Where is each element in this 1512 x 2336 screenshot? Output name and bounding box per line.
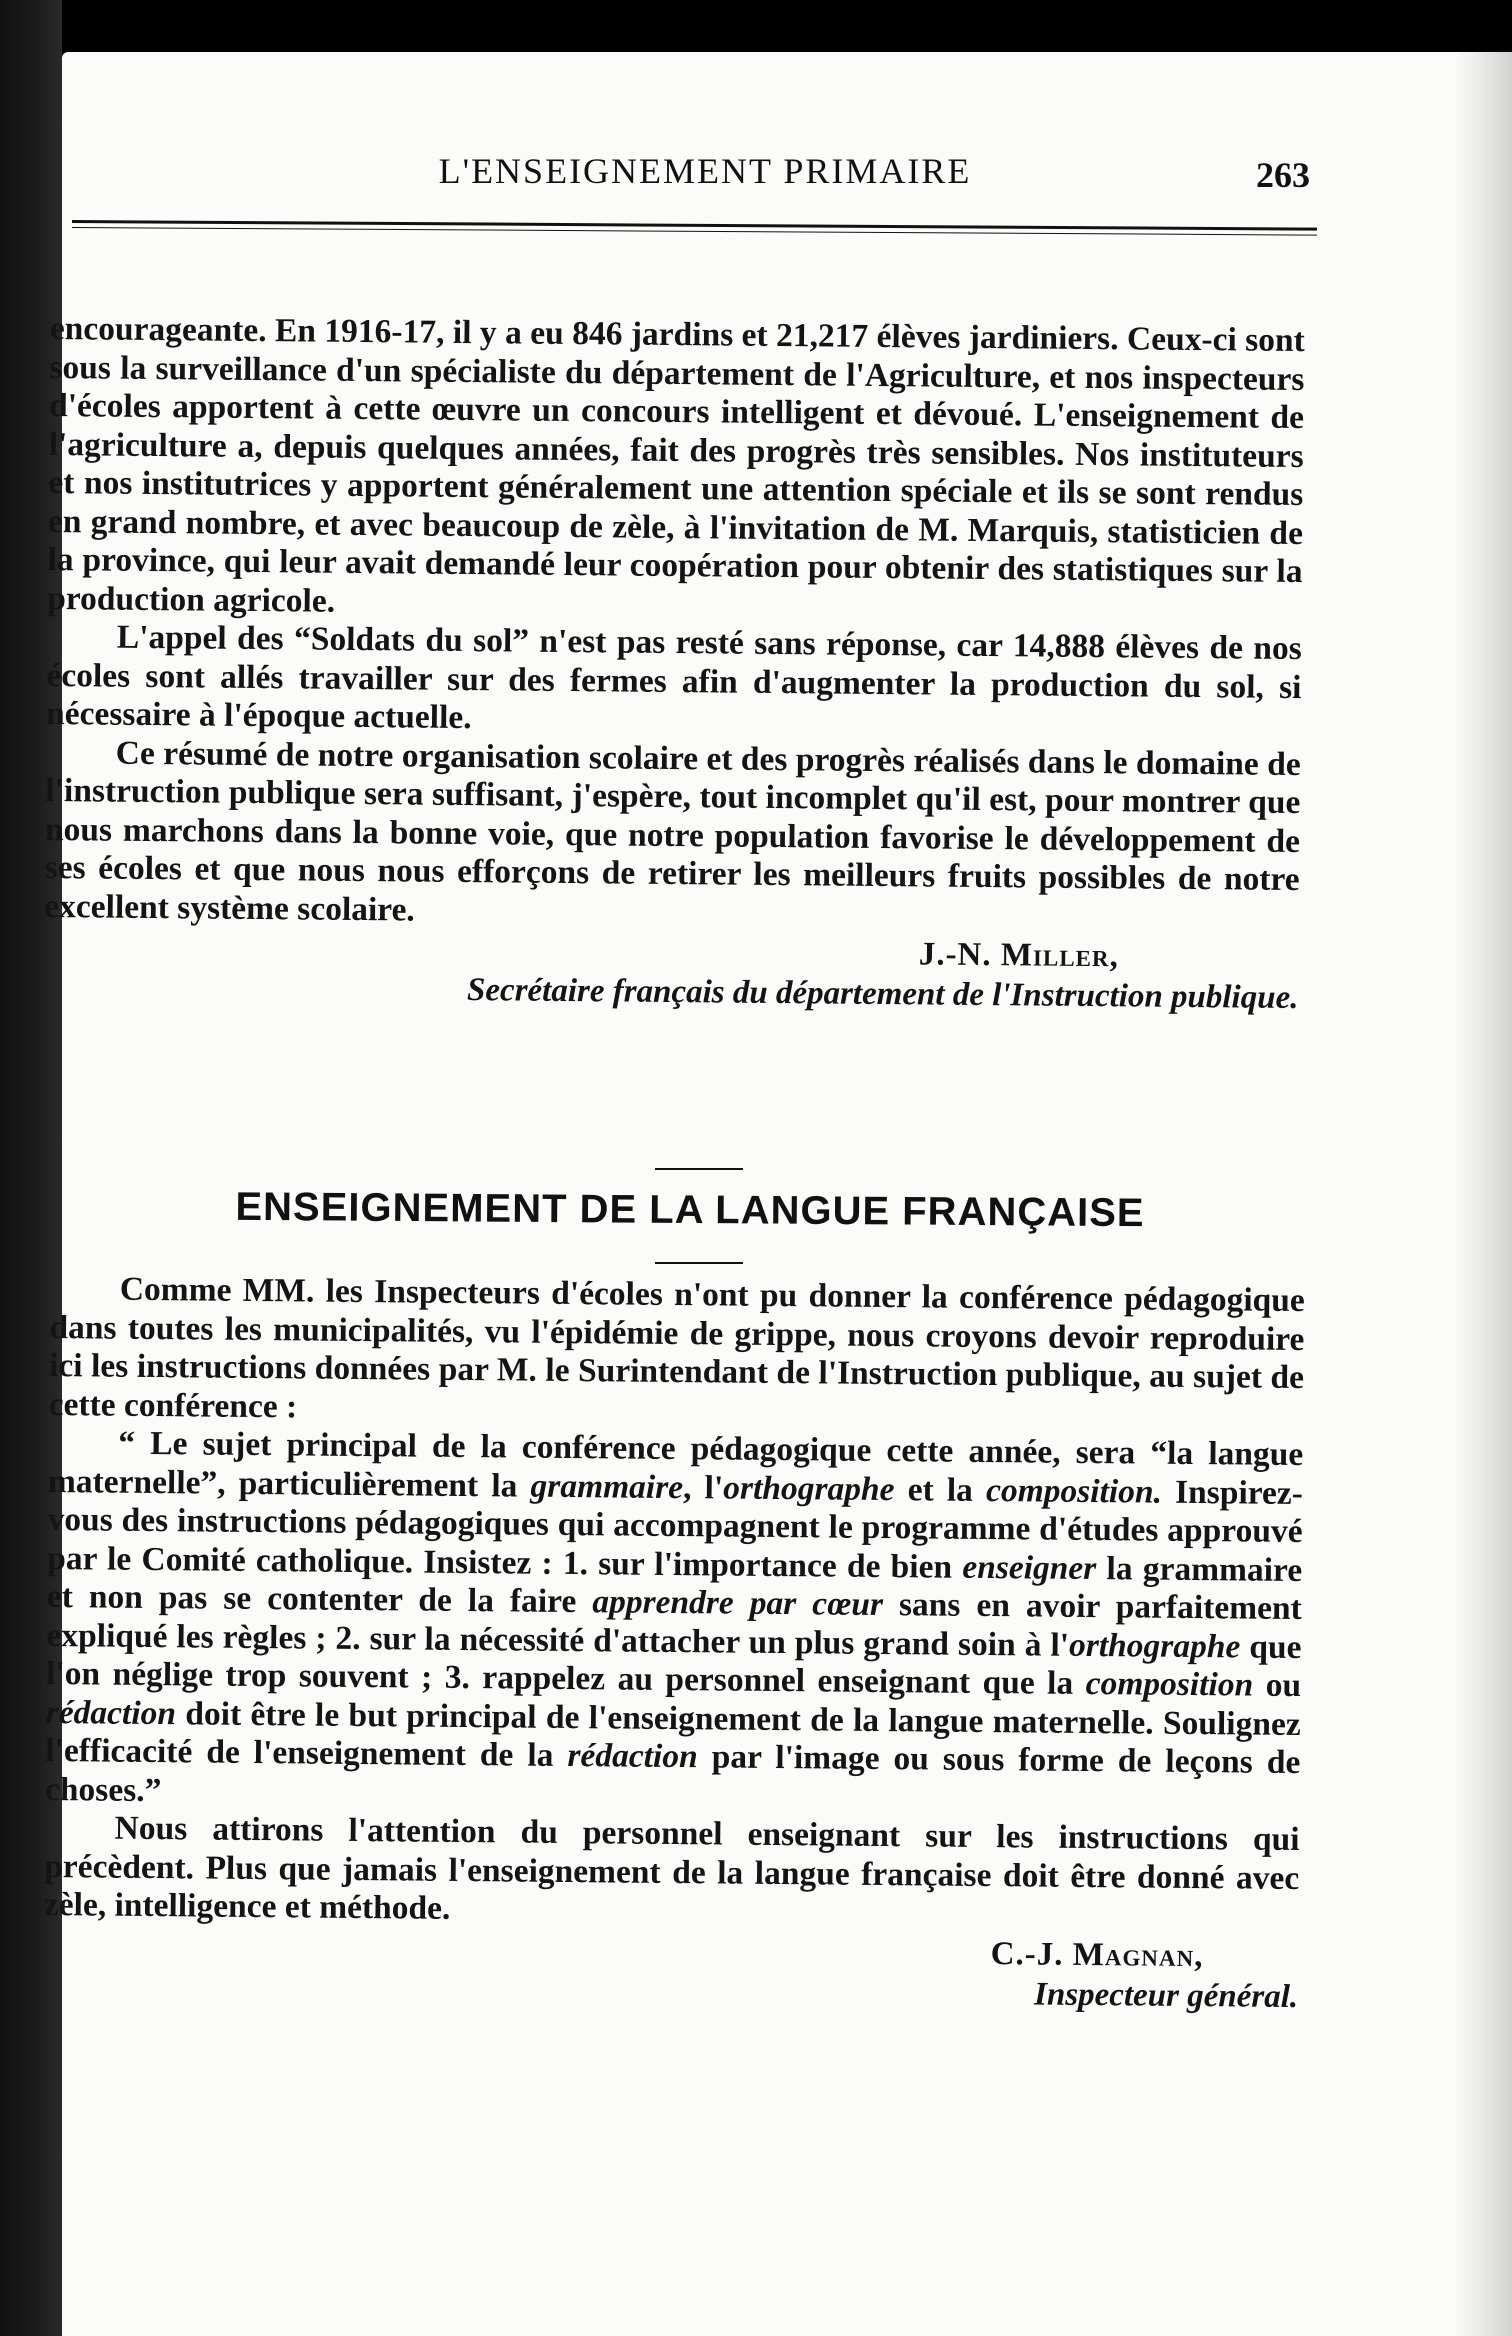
section-agriculture — [43, 310, 1305, 1018]
quote-text: par l'image ou sous forme de leçons de choses.” — [44, 1738, 1301, 1809]
quote-emphasis: orthographe — [1068, 1626, 1241, 1665]
section-langue-francaise — [43, 1270, 1305, 2017]
section-divider — [655, 1168, 743, 1170]
heading-underline — [655, 1262, 743, 1264]
quote-text: sans en avoir parfaitement expliqué les règles ; 2. sur la nécessité d'attacher un plus grand soin à l' — [46, 1586, 1302, 1664]
signature-title-text: Secrétaire français du département de l'Instruction publique. — [466, 972, 1299, 1017]
quote-emphasis: composition. — [985, 1471, 1163, 1511]
quote-emphasis: orthographe — [723, 1468, 895, 1508]
signature-title-text: Inspecteur général. — [1033, 1975, 1299, 2015]
quote-text: Inspirez-vous des instructions pédagogiques qui accompagnent le programme d'études approuvé par le Comité catholique. Insistez : 1. sur l'importance de bien — [47, 1473, 1304, 1586]
quote-emphasis: enseigner — [962, 1548, 1097, 1587]
section-heading: ENSEIGNEMENT DE LA LANGUE FRANÇAISE — [235, 1184, 1145, 1236]
paragraph: L'appel des “Soldats du sol” n'est pas resté sans réponse, car 14,888 élèves de nos écoles sont allés travailler sur des fermes afin d'augmenter la production du sol, si nécessaire à l'époque actuelle. — [45, 618, 1302, 737]
quote-emphasis: composition — [1085, 1664, 1254, 1704]
quote-emphasis: grammaire — [530, 1467, 684, 1506]
quoted-instructions — [45, 1424, 1304, 1821]
quote-text: ou — [1253, 1666, 1302, 1705]
paragraph: Nous attirons l'attention du personnel enseignant sur les instructions qui précèdent. Plus que jamais l'enseignement de la langue française doit être donné avec zèle, intelligence et méthode. — [43, 1809, 1300, 1927]
paragraph: Comme MM. les Inspecteurs d'écoles n'ont pu donner la conférence pédagogique dans toutes les municipalités, vu l'épidémie de grippe, nous croyons devoir reproduire ici les instructions données par M. le Surintendant de l'Instruction publique, au sujet de cette conférence : — [48, 1270, 1305, 1425]
quote-text: , l' — [682, 1468, 724, 1506]
quote-emphasis: apprendre par cœur — [592, 1583, 884, 1624]
page-number: 263 — [1256, 155, 1310, 195]
paragraph: encourageante. En 1916-17, il y a eu 846 jardins et 21,217 élèves jardiniers. Ceux-ci sont sous la surveillance d'un spécialiste du département de l'Agriculture, et nos inspecteurs d'écoles apportent à cette œuvre un concours intelligent et dévoué. L'enseignement de l'agriculture a, depuis quelques années, fait des progrès très sensibles. Nos instituteurs et nos institutrices y apportent généralement une attention spéciale et ils se sont rendus en grand nombre, et avec beaucoup de zèle, à l'invitation de M. Marquis, statisticien de la province, qui leur avait demandé leur coopération pour obtenir des statistiques sur la production agricole. — [47, 310, 1305, 620]
quote-emphasis: rédaction — [45, 1693, 177, 1732]
scan-border-top — [0, 0, 1512, 60]
paragraph: Ce résumé de notre organisation scolaire et des progrès réalisés dans le domaine de l'instruction publique sera suffisant, j'espère, tout incomplet qu'il est, pour montrer que nous marchons dans la bonne voie, que notre population favorise le développement de ses écoles et que nous nous efforçons de retirer les meilleurs fruits possibles de notre excellent système scolaire. — [44, 734, 1301, 929]
quote-text: que l'on néglige trop souvent ; 3. rappelez au personnel enseignant que la — [45, 1627, 1302, 1702]
signature-name-text: J.-N. Miller, — [918, 936, 1120, 975]
quote-emphasis: rédaction — [567, 1736, 698, 1776]
running-head: L'ENSEIGNEMENT PRIMAIRE — [438, 151, 972, 191]
quote-text: et la — [894, 1470, 987, 1509]
signature-name-text: C.-J. Magnan, — [990, 1935, 1204, 1974]
page-edge-shadow — [1454, 52, 1512, 2336]
quote-text: la grammaire et non pas se contenter de la faire — [46, 1549, 1303, 1621]
quote-text: “ Le sujet principal de la conférence pédagogique cette année, sera “la langue maternelle”, particulièrement la — [47, 1424, 1304, 1505]
quote-text: doit être le but principal de l'enseignement de la langue maternelle. Soulignez l'efficacité de l'enseignement de la — [45, 1694, 1301, 1774]
